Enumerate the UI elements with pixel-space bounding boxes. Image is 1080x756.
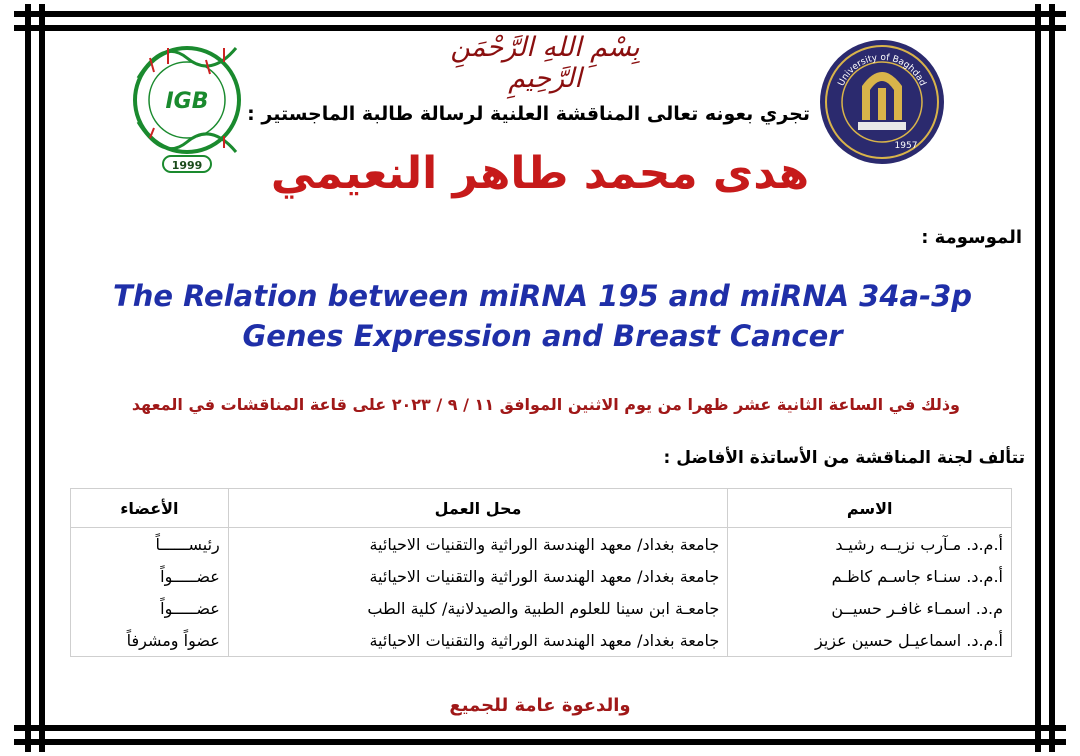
member-name: أ.م.د. سنـاء جاسـم كاظـم bbox=[728, 560, 1012, 592]
committee-intro: تتألف لجنة المناقشة من الأساتذة الأفاضل : bbox=[663, 448, 1025, 468]
igb-logo-text: IGB bbox=[165, 89, 209, 114]
table-row bbox=[71, 624, 1012, 657]
header-name: الاسم bbox=[728, 489, 1012, 528]
member-name: م.د. اسمـاء غافـر حسيــن bbox=[728, 592, 1012, 624]
member-role: عضواً ومشرفاً bbox=[71, 624, 229, 657]
igb-logo-year: 1999 bbox=[171, 159, 203, 172]
member-workplace: جامعة بغداد/ معهد الهندسة الوراثية والتقنيات الاحيائية bbox=[228, 528, 728, 561]
thesis-title bbox=[40, 276, 1045, 356]
public-invitation: والدعوة عامة للجميع bbox=[449, 695, 631, 716]
table-row bbox=[71, 528, 1012, 561]
member-workplace: جامعة بغداد/ معهد الهندسة الوراثية والتقنيات الاحيائية bbox=[228, 624, 728, 657]
member-workplace: جامعـة ابن سينا للعلوم الطبية والصيدلانية/ كلية الطب bbox=[228, 592, 728, 624]
member-name: أ.م.د. اسماعيـل حسين عزيز bbox=[728, 624, 1012, 657]
committee-table bbox=[70, 488, 1012, 657]
table-row bbox=[71, 560, 1012, 592]
member-role: عضـــــواً bbox=[71, 560, 229, 592]
member-role: رئيســــــاً bbox=[71, 528, 229, 561]
table-row bbox=[71, 592, 1012, 624]
thesis-title-line-1: The Relation between miRNA 195 and miRNA 34a-3p bbox=[112, 279, 973, 313]
header-role: الأعضاء bbox=[71, 489, 229, 528]
basmala: بِسْمِ اللهِ الرَّحْمَنِ الرَّحِيمِ bbox=[450, 32, 640, 94]
defense-schedule: وذلك في الساعة الثانية عشر ظهرا من يوم الاثنين الموافق ١١ / ٩ / ٢٠٢٣ على قاعة المناقشات في المعهد bbox=[131, 395, 960, 414]
student-name: هدى محمد طاهر النعيمي bbox=[270, 148, 810, 199]
thesis-label: الموسومة : bbox=[921, 227, 1022, 248]
university-logo-text: University of Baghdad bbox=[836, 52, 928, 88]
member-name: أ.م.د. مـآرب نزيــه رشيـد bbox=[728, 528, 1012, 561]
member-workplace: جامعة بغداد/ معهد الهندسة الوراثية والتقنيات الاحيائية bbox=[228, 560, 728, 592]
committee-header-row bbox=[71, 489, 1012, 528]
thesis-title-line-2: Genes Expression and Breast Cancer bbox=[242, 319, 843, 353]
igb-logo bbox=[128, 38, 246, 178]
university-of-baghdad-logo bbox=[818, 38, 946, 166]
member-role: عضـــــواً bbox=[71, 592, 229, 624]
header-workplace: محل العمل bbox=[228, 489, 728, 528]
university-logo-year: 1957 bbox=[894, 141, 918, 151]
announcement-intro: تجري بعونه تعالى المناقشة العلنية لرسالة طالبة الماجستير : bbox=[247, 103, 810, 125]
